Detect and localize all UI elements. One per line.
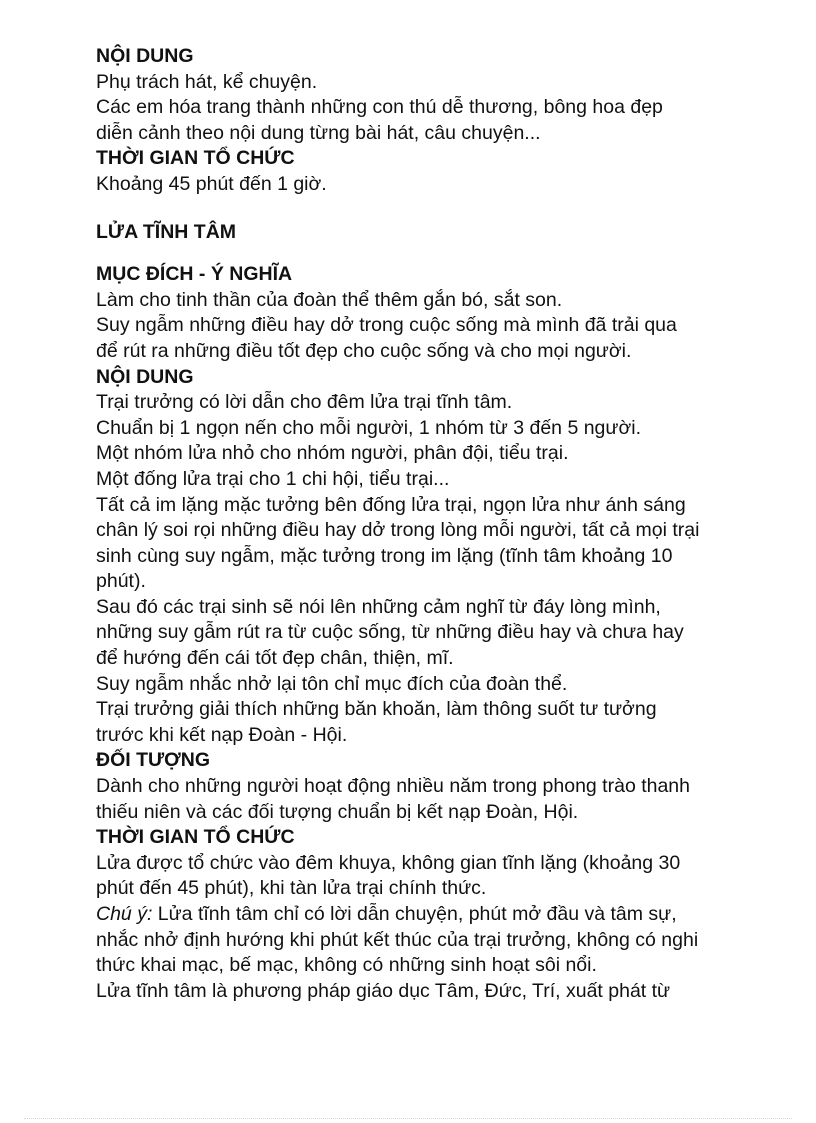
- text-line: [96, 800, 776, 826]
- line-text: Lửa được tổ chức vào đêm khuya, không gian tĩnh lặng (khoảng 30: [96, 851, 681, 874]
- text-line: [96, 288, 776, 314]
- line-text: sinh cùng suy ngẫm, mặc tưởng trong im lặng (tĩnh tâm khoảng 10: [96, 544, 673, 567]
- line-text: Lửa tĩnh tâm chỉ có lời dẫn chuyện, phút mở đầu và tâm sự,: [152, 903, 677, 925]
- line-text: để hướng đến cái tốt đẹp chân, thiện, mĩ.: [96, 647, 454, 670]
- line-text: Các em hóa trang thành những con thú dễ thương, bông hoa đẹp: [96, 96, 663, 119]
- section-heading: [96, 262, 776, 288]
- document-body: [96, 44, 776, 1004]
- line-text: Tất cả im lặng mặc tưởng bên đống lửa trại, ngọn lửa như ánh sáng: [96, 493, 686, 516]
- text-line: [96, 467, 776, 493]
- text-line: [96, 441, 776, 467]
- note-label: Chú ý:: [96, 903, 153, 925]
- text-line: [96, 518, 776, 544]
- text-line: [96, 172, 776, 198]
- line-text: thiếu niên và các đối tượng chuẩn bị kết nạp Đoàn, Hội.: [96, 800, 579, 823]
- line-text: thức khai mạc, bế mạc, không có những sinh hoạt sôi nổi.: [96, 954, 597, 977]
- text-line: [96, 851, 776, 877]
- line-text: Phụ trách hát, kể chuyện.: [96, 70, 318, 93]
- text-line: [96, 902, 776, 928]
- line-text: Dành cho những người hoạt động nhiều năm trong phong trào thanh: [96, 775, 690, 798]
- line-text: Lửa tĩnh tâm là phương pháp giáo dục Tâm, Đức, Trí, xuất phát từ: [96, 979, 671, 1002]
- line-text: NỘI DUNG: [96, 365, 194, 388]
- line-text: Một nhóm lửa nhỏ cho nhóm người, phân đội, tiểu trại.: [96, 442, 569, 465]
- text-line: [96, 672, 776, 698]
- text-line: [96, 339, 776, 365]
- section-heading: [96, 825, 776, 851]
- section-heading: [96, 748, 776, 774]
- line-text: MỤC ĐÍCH - Ý NGHĨA: [96, 263, 293, 286]
- paragraph-gap: [96, 198, 776, 220]
- text-line: [96, 928, 776, 954]
- text-line: [96, 544, 776, 570]
- page-bottom-divider: [24, 1118, 792, 1119]
- text-line: [96, 70, 776, 96]
- line-text: phút đến 45 phút), khi tàn lửa trại chính thức.: [96, 877, 487, 900]
- line-text: Khoảng 45 phút đến 1 giờ.: [96, 172, 327, 195]
- line-text: Làm cho tinh thần của đoàn thể thêm gắn bó, sắt son.: [96, 288, 563, 311]
- text-line: [96, 620, 776, 646]
- text-line: [96, 121, 776, 147]
- text-line: [96, 569, 776, 595]
- section-heading: [96, 44, 776, 70]
- line-text: ĐỐI TƯỢNG: [96, 749, 211, 772]
- text-line: [96, 953, 776, 979]
- paragraph-gap: [96, 245, 776, 262]
- text-line: [96, 595, 776, 621]
- line-text: Chuẩn bị 1 ngọn nến cho mỗi người, 1 nhóm từ 3 đến 5 người.: [96, 416, 641, 439]
- line-text: phút).: [96, 570, 146, 593]
- text-line: [96, 697, 776, 723]
- section-heading: [96, 365, 776, 391]
- line-text: Trại trưởng có lời dẫn cho đêm lửa trại tĩnh tâm.: [96, 391, 513, 414]
- line-text: LỬA TĨNH TÂM: [96, 220, 237, 243]
- line-text: Sau đó các trại sinh sẽ nói lên những cảm nghĩ từ đáy lòng mình,: [96, 595, 661, 618]
- text-line: [96, 876, 776, 902]
- line-text: THỜI GIAN TỔ CHỨC: [96, 826, 295, 849]
- text-line: [96, 646, 776, 672]
- line-text: NỘI DUNG: [96, 45, 194, 67]
- text-line: [96, 95, 776, 121]
- line-text: để rút ra những điều tốt đẹp cho cuộc sống và cho mọi người.: [96, 339, 632, 362]
- text-line: [96, 390, 776, 416]
- text-line: [96, 774, 776, 800]
- text-line: [96, 493, 776, 519]
- line-text: chân lý soi rọi những điều hay dở trong lòng mỗi người, tất cả mọi trại: [96, 519, 700, 542]
- line-text: Suy ngẫm những điều hay dở trong cuộc sống mà mình đã trải qua: [96, 314, 677, 337]
- line-text: trước khi kết nạp Đoàn - Hội.: [96, 723, 348, 746]
- line-text: những suy gẫm rút ra từ cuộc sống, từ những điều hay và chưa hay: [96, 621, 684, 644]
- text-line: [96, 416, 776, 442]
- section-heading: [96, 146, 776, 172]
- line-text: diễn cảnh theo nội dung từng bài hát, câu chuyện...: [96, 121, 541, 144]
- line-text: Trại trưởng giải thích những băn khoăn, làm thông suốt tư tưởng: [96, 698, 657, 721]
- line-text: Một đống lửa trại cho 1 chi hội, tiểu trại...: [96, 467, 450, 490]
- text-line: [96, 723, 776, 749]
- line-text: nhắc nhở định hướng khi phút kết thúc của trại trưởng, không có nghi: [96, 928, 699, 951]
- line-text: Suy ngẫm nhắc nhở lại tôn chỉ mục đích của đoàn thể.: [96, 672, 568, 695]
- section-heading: [96, 220, 776, 246]
- line-text: THỜI GIAN TỔ CHỨC: [96, 147, 295, 170]
- text-line: [96, 313, 776, 339]
- text-line: [96, 979, 776, 1005]
